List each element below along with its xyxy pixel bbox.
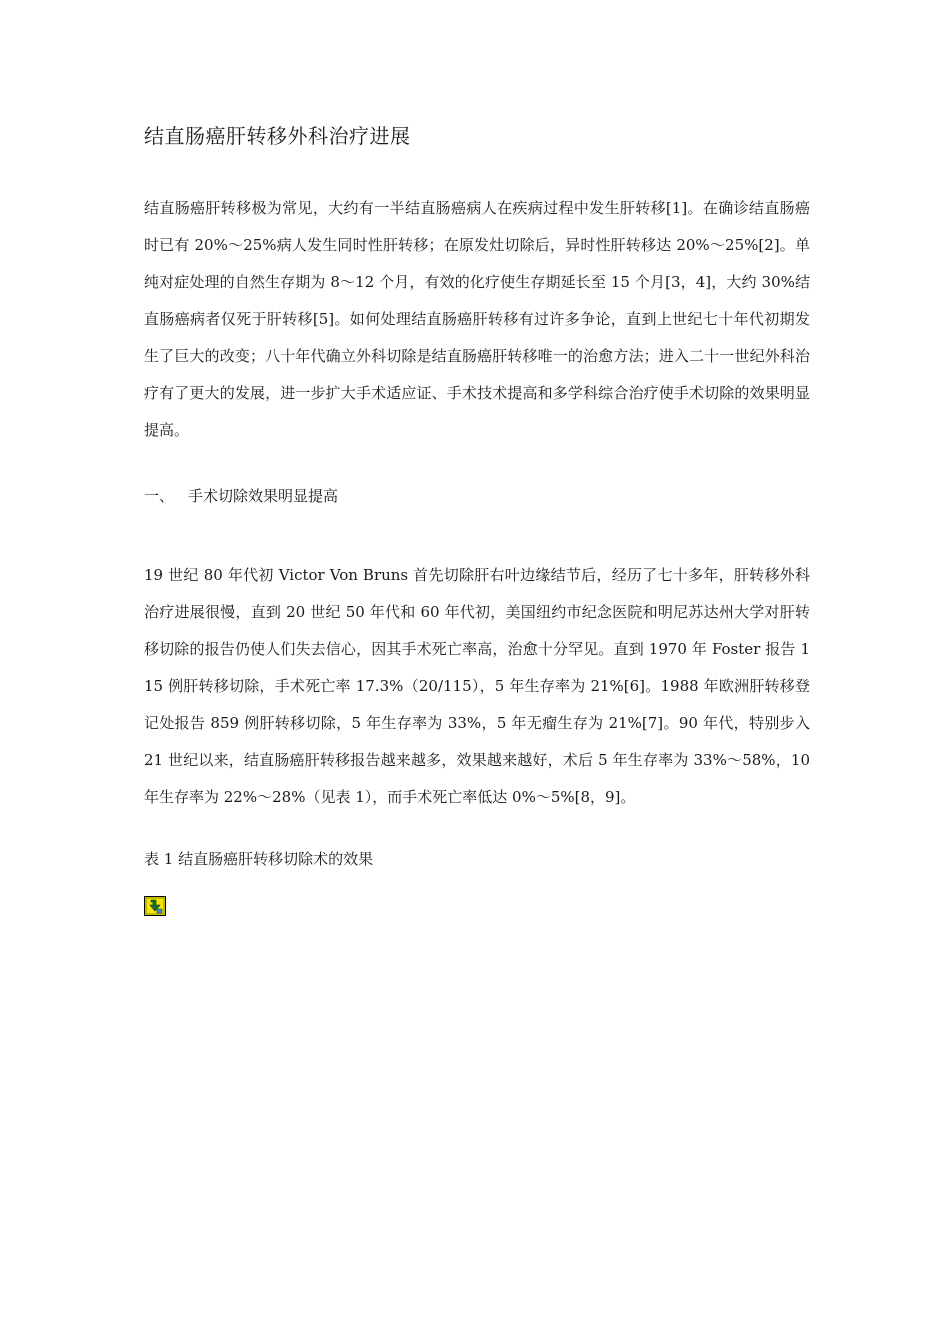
document-title: 结直肠癌肝转移外科治疗进展 [144, 124, 411, 148]
embedded-object[interactable] [144, 896, 810, 916]
section-heading-text: 手术切除效果明显提高 [188, 487, 339, 505]
table-caption: 表 1 结直肠癌肝转移切除术的效果 [144, 850, 374, 868]
document-body [144, 120, 810, 916]
embedded-object-icon[interactable] [144, 896, 166, 916]
section-1-paragraph: 19 世纪 80 年代初 Victor Von Bruns 首先切除肝右叶边缘结节后，经历了七十多年，肝转移外科治疗进展很慢，直到 20 世纪 50 年代和 60 年代初，美国纽约市纪念医院和明尼苏达州大学对肝转移切除的报告仍使人们失去信心，因其手术死亡率高，治愈十分罕见。直到 1970 年 Foster 报告 115 例肝转移切除，手术死亡率 17.3%（20/115），5 年生存率为 21%[6]。1988 年欧洲肝转移登记处报告 859 例肝转移切除，5 年生存率为 33%，5 年无瘤生存为 21%[7]。90 年代，特别步入 21 世纪以来，结直肠癌肝转移报告越来越多，效果越来越好，术后 5 年生存率为 33%～58%，10 年生存率为 22%～28%（见表 1），而手术死亡率低达 0%～5%[8，9]。 [144, 566, 810, 806]
section-number: 一、 [144, 487, 175, 505]
intro-paragraph: 结直肠癌肝转移极为常见，大约有一半结直肠癌病人在疾病过程中发生肝转移[1]。在确诊结直肠癌时已有 20%～25%病人发生同时性肝转移；在原发灶切除后，异时性肝转移达 20%～25%[2]。单纯对症处理的自然生存期为 8～12 个月，有效的化疗使生存期延长至 15 个月[3，4]，大约 30%结直肠癌病者仅死于肝转移[5]。如何处理结直肠癌肝转移有过许多争论，直到上世纪七十年代初期发生了巨大的改变；八十年代确立外科切除是结直肠癌肝转移唯一的治愈方法；进入二十一世纪外科治疗有了更大的发展，进一步扩大手术适应证、手术技术提高和多学科综合治疗使手术切除的效果明显提高。 [144, 199, 810, 439]
section-heading [144, 481, 810, 511]
